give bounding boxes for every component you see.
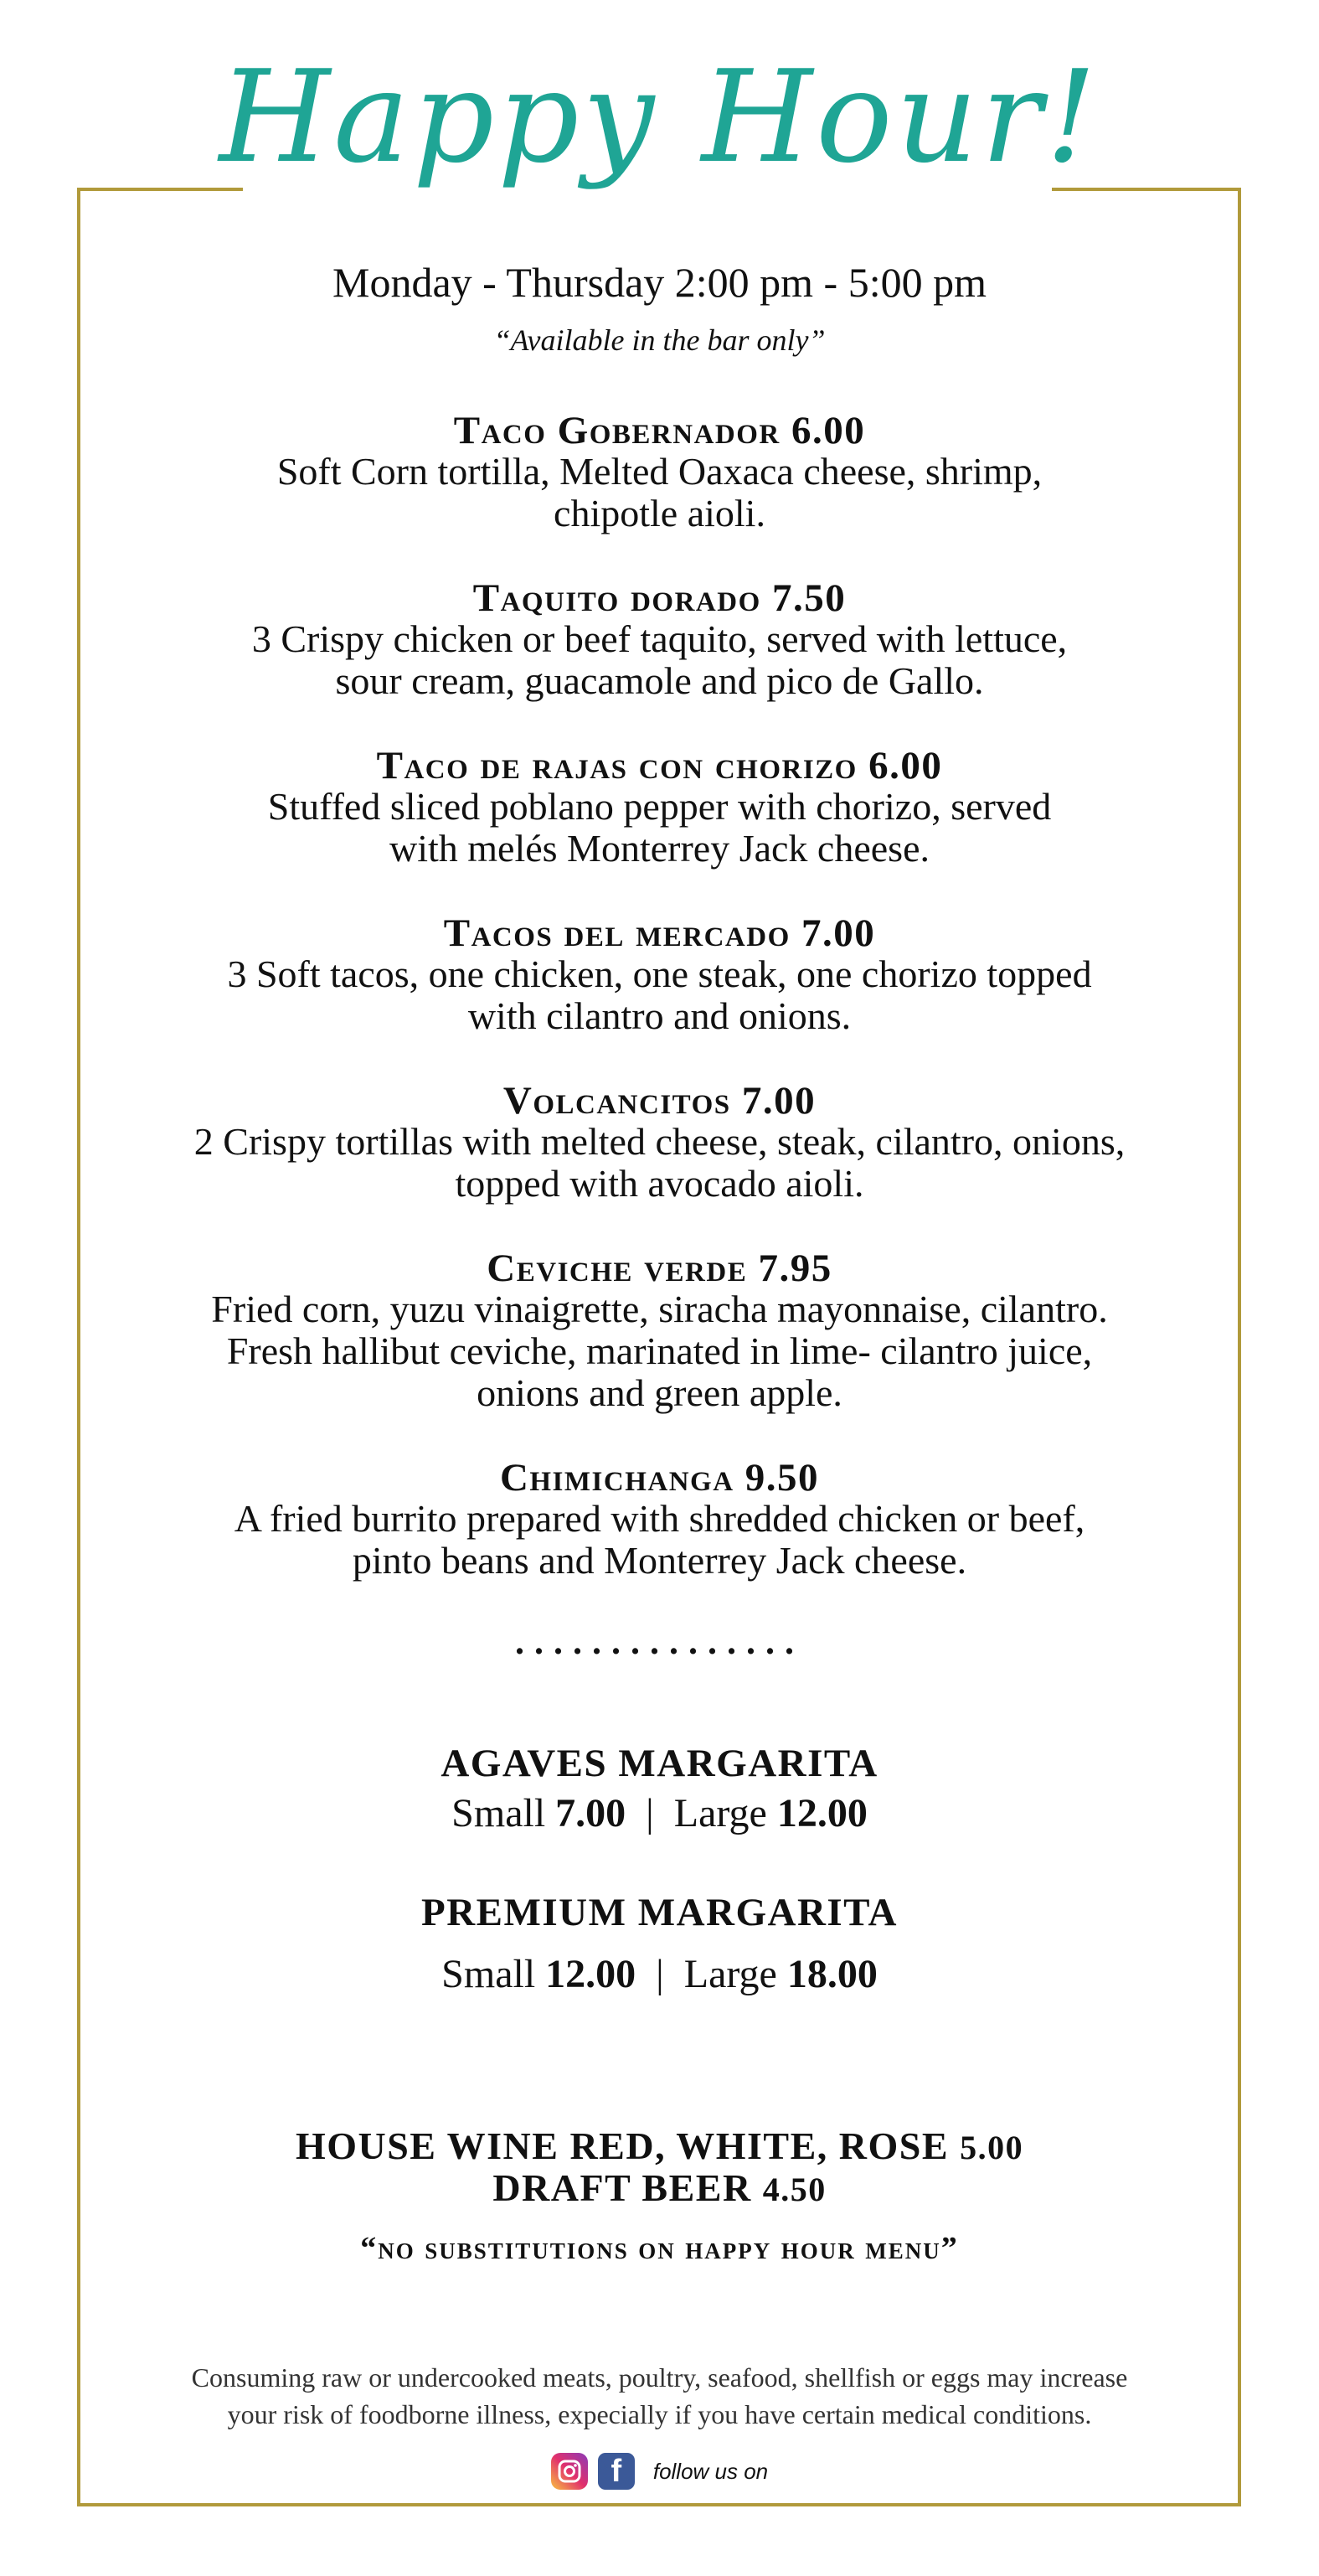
menu-item-desc-line: pinto beans and Monterrey Jack cheese.	[352, 1539, 967, 1582]
facebook-icon[interactable]: f	[598, 2453, 635, 2490]
menu-item	[126, 578, 1193, 702]
menu-item-desc-line: chipotle aioli.	[554, 492, 765, 534]
menu-item-desc-line: sour cream, guacamole and pico de Gallo.	[335, 659, 984, 702]
menu-item-name: Ceviche verde 7.95	[487, 1247, 832, 1290]
menu-item	[126, 1081, 1193, 1205]
small-label: Small	[451, 1791, 546, 1835]
menu-item-desc-line: Fresh hallibut ceviche, marinated in lime- cilantro juice,	[226, 1329, 1093, 1372]
menu-item-name: Taco Gobernador 6.00	[453, 409, 866, 452]
menu-item-name: Taquito dorado 7.50	[472, 576, 847, 620]
menu-item-desc-line: with melés Monterrey Jack cheese.	[389, 827, 930, 870]
small-label: Small	[441, 1952, 536, 1996]
menu-item-desc-line: A fried burrito prepared with shredded chicken or beef,	[234, 1497, 1085, 1540]
menu-item-desc-line: Stuffed sliced poblano pepper with chorizo, served	[267, 785, 1052, 828]
health-warning-line: your risk of foodborne illness, expecially if you have certain medical conditions.	[227, 2399, 1092, 2429]
small-price: 12.00	[545, 1952, 636, 1996]
availability-note: “Available in the bar only”	[493, 323, 826, 357]
price-separator: |	[656, 1952, 664, 1996]
menu-item-desc-line: topped with avocado aioli.	[455, 1162, 864, 1205]
menu-item	[126, 1248, 1193, 1414]
large-price: 12.00	[776, 1791, 868, 1835]
premium-margarita	[126, 1887, 1193, 2000]
food-menu	[126, 410, 1193, 1625]
menu-item-name: Volcancitos 7.00	[502, 1079, 817, 1123]
drink-name: PREMIUM MARGARITA	[421, 1891, 898, 1934]
house-wine	[126, 2126, 1193, 2168]
menu-item-desc-line: 3 Soft tacos, one chicken, one steak, one chorizo topped	[227, 952, 1092, 995]
section-divider: ...............	[515, 1621, 804, 1662]
agaves-margarita	[126, 1738, 1193, 1839]
menu-item-desc-line: Soft Corn tortilla, Melted Oaxaca cheese, shrimp,	[276, 450, 1043, 493]
menu-item	[126, 1458, 1193, 1582]
menu-item-desc-line: onions and green apple.	[477, 1371, 842, 1414]
large-label: Large	[683, 1952, 777, 1996]
wine-beer	[126, 2126, 1193, 2210]
menu-item-desc-line: 3 Crispy chicken or beef taquito, served with lettuce,	[251, 617, 1068, 660]
social-links	[0, 2453, 1319, 2490]
price-separator: |	[646, 1791, 654, 1835]
menu-item	[126, 410, 1193, 534]
menu-item-name: Tacos del mercado 7.00	[443, 911, 876, 955]
menu-item-desc-line: with cilantro and onions.	[467, 994, 852, 1037]
follow-us-text: follow us on	[652, 2458, 769, 2484]
small-price: 7.00	[555, 1791, 626, 1835]
menu-item	[126, 913, 1193, 1037]
menu-item	[126, 746, 1193, 870]
health-warning-line: Consuming raw or undercooked meats, poultry, seafood, shellfish or eggs may increase	[191, 2362, 1128, 2393]
drink-prices	[126, 1949, 1193, 2000]
wine-price: 5.00	[960, 2129, 1024, 2166]
beer-price: 4.50	[762, 2171, 827, 2208]
beer-label: DRAFT BEER	[492, 2166, 752, 2209]
page-title: Happy Hour!	[219, 43, 1100, 191]
menu-item-desc-line: Fried corn, yuzu vinaigrette, siracha mayonnaise, cilantro.	[211, 1288, 1108, 1330]
large-price: 18.00	[786, 1952, 878, 1996]
menu-item-name: Chimichanga 9.50	[499, 1456, 820, 1500]
menu-item-desc-line: 2 Crispy tortillas with melted cheese, steak, cilantro, onions,	[193, 1120, 1126, 1163]
menu-item-name: Taco de rajas con chorizo 6.00	[376, 744, 943, 787]
days-hours: Monday - Thursday 2:00 pm - 5:00 pm	[332, 259, 987, 306]
drink-name: AGAVES MARGARITA	[441, 1742, 878, 1785]
wine-label: HOUSE WINE RED, WHITE, ROSE	[295, 2124, 950, 2167]
drink-prices	[126, 1789, 1193, 1839]
draft-beer	[126, 2168, 1193, 2210]
large-label: Large	[673, 1791, 767, 1835]
no-substitutions-note: “no substitutions on happy hour menu”	[360, 2231, 959, 2266]
health-warning	[100, 2359, 1219, 2433]
instagram-icon[interactable]	[551, 2453, 588, 2490]
